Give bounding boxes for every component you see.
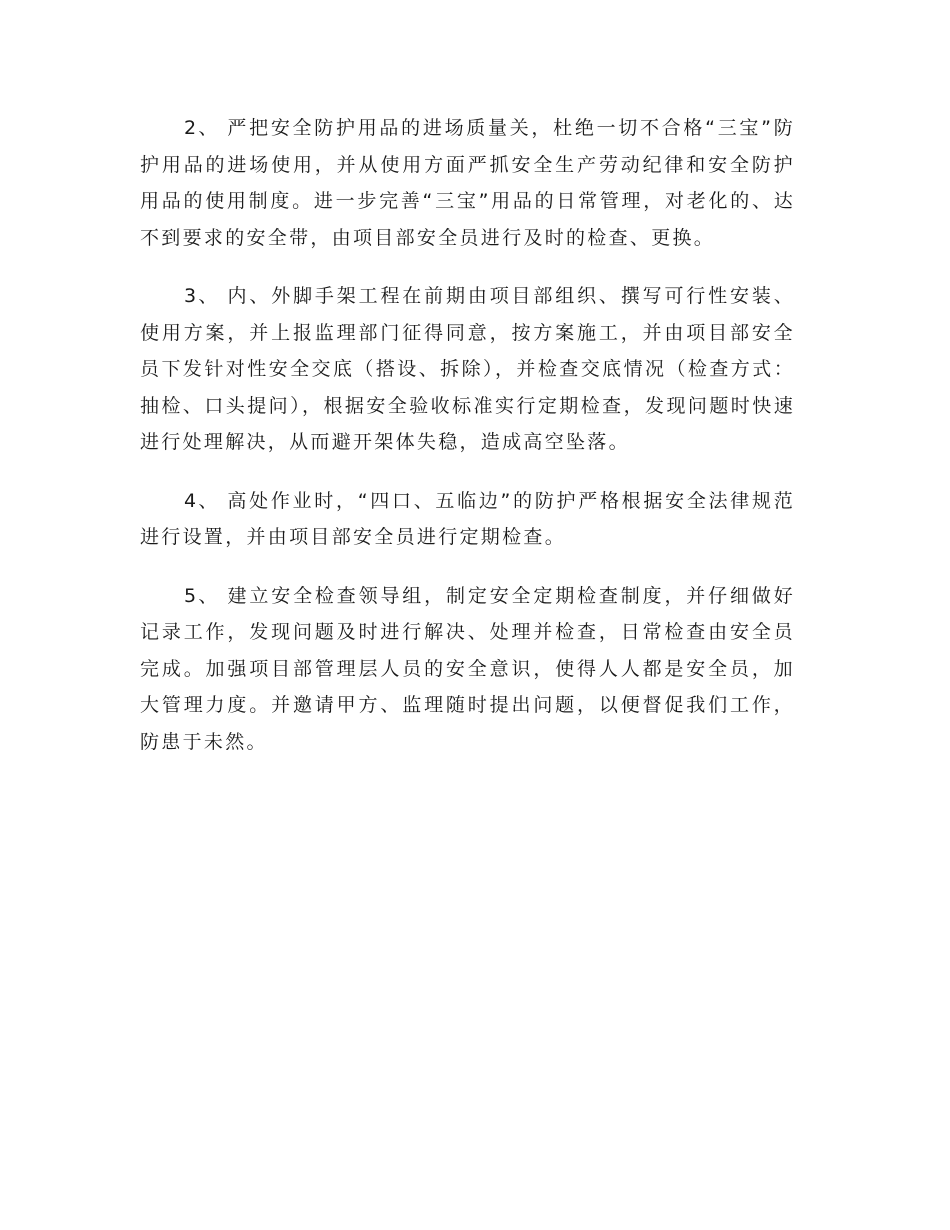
paragraph-text: 内、外脚手架工程在前期由项目部组织、撰写可行性安装、使用方案，并上报监理部门征得同意，按方案施工，并由项目部安全员下发针对性安全交底（搭设、拆除），并检查交底情况（检查方式：抽检、口头提问），根据安全验收标准实行定期检查，发现问题时快速进行处理解决，从而避开架体失稳，造成高空坠落。 <box>140 285 795 453</box>
paragraph-item-3 <box>140 278 795 461</box>
paragraph-item-2 <box>140 110 795 256</box>
paragraph-item-4 <box>140 483 795 556</box>
paragraph-text: 建立安全检查领导组，制定安全定期检查制度，并仔细做好记录工作，发现问题及时进行解决、处理并检查，日常检查由安全员完成。加强项目部管理层人员的安全意识，使得人人都是安全员，加大管理力度。并邀请甲方、监理随时提出问题，以便督促我们工作，防患于未然。 <box>140 584 795 753</box>
document-body <box>140 110 795 782</box>
paragraph-number: 5、 <box>184 584 220 607</box>
paragraph-number: 3、 <box>184 285 220 307</box>
paragraph-number: 4、 <box>184 489 220 512</box>
paragraph-text: 高处作业时，“四口、五临边”的防护严格根据安全法律规范进行设置，并由项目部安全员进行定期检查。 <box>140 489 795 548</box>
paragraph-number: 2、 <box>184 117 220 139</box>
paragraph-item-5 <box>140 578 795 761</box>
paragraph-text: 严把安全防护用品的进场质量关，杜绝一切不合格“三宝”防护用品的进场使用，并从使用方面严抓安全生产劳动纪律和安全防护用品的使用制度。进一步完善“三宝”用品的日常管理，对老化的、达不到要求的安全带，由项目部安全员进行及时的检查、更换。 <box>140 117 795 249</box>
